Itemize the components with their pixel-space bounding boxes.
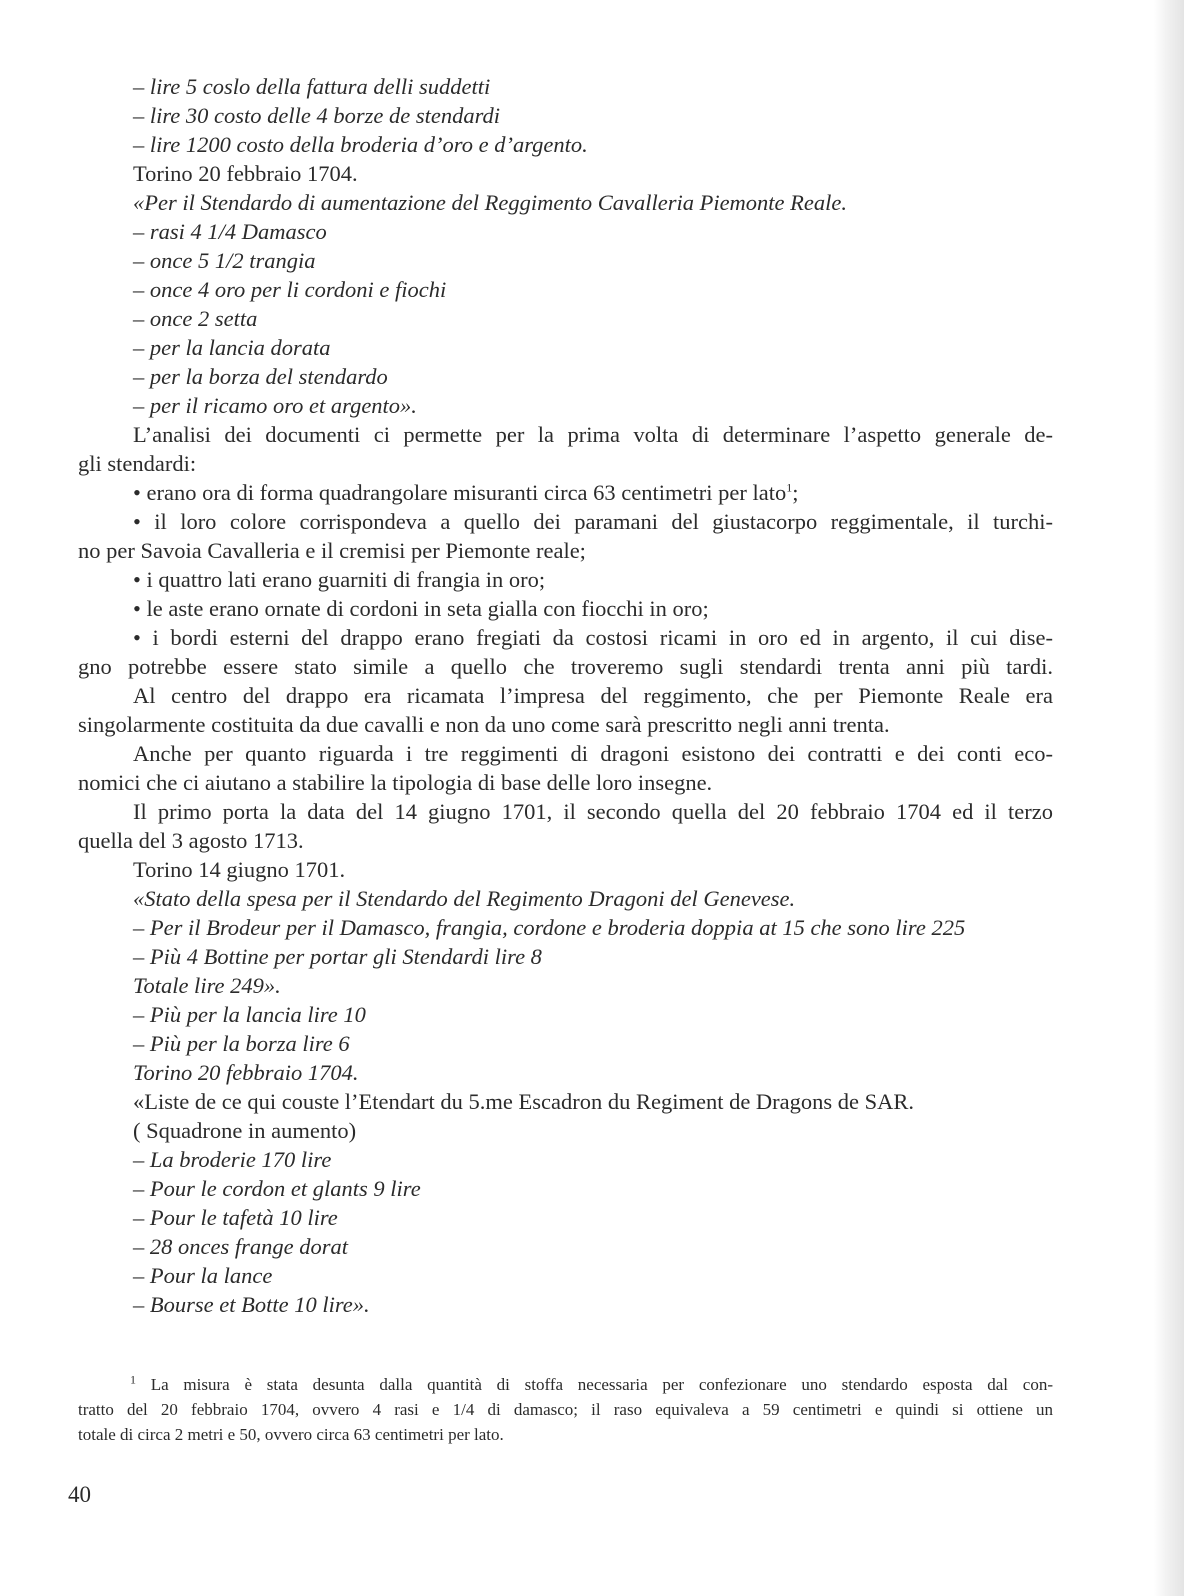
text-line: – lire 1200 costo della broderia d’oro e d’argento.	[133, 132, 588, 157]
text-line: Al centro del drappo era ricamata l’impresa del reggimento, che per Piemonte Reale era	[133, 683, 1053, 708]
text-line: quella del 3 agosto 1713.	[78, 828, 304, 853]
text-line: – Pour la lance	[133, 1263, 273, 1288]
text-line: ( Squadrone in aumento)	[133, 1118, 357, 1143]
footnote	[78, 1372, 1053, 1447]
text-line: – Bourse et Botte 10 lire».	[133, 1292, 370, 1317]
text-line: – per la lancia dorata	[133, 335, 331, 360]
body-text	[78, 72, 1053, 1319]
text-line: no per Savoia Cavalleria e il cremisi per Piemonte reale;	[78, 538, 586, 563]
text-line: – Pour le tafetà 10 lire	[133, 1205, 338, 1230]
page-edge-shadow	[1154, 0, 1184, 1596]
text-line: «Per il Stendardo di aumentazione del Reggimento Cavalleria Piemonte Reale.	[133, 190, 848, 215]
text-line: – 28 onces frange dorat	[133, 1234, 348, 1259]
text-line: Il primo porta la data del 14 giugno 1701, il secondo quella del 20 febbraio 1704 ed il terzo	[133, 799, 1053, 824]
text-line: L’analisi dei documenti ci permette per la prima volta di determinare l’aspetto generale de-	[133, 422, 1053, 447]
text-line: Torino 20 febbraio 1704.	[133, 161, 358, 186]
footnote-line: $^1$ La misura è stata desunta dalla quantità di stoffa necessaria per confezionare uno stendardo esposta dal con-	[130, 1372, 1053, 1394]
text-line: Totale lire 249».	[133, 973, 281, 998]
text-line: – per il ricamo oro et argento».	[133, 393, 417, 418]
footnote-number: 1	[130, 1372, 136, 1387]
text-line: – Pour le cordon et glants 9 lire	[133, 1176, 421, 1201]
text-line: nomici che ci aiutano a stabilire la tipologia di base delle loro insegne.	[78, 770, 713, 795]
text-line: • erano ora di forma quadrangolare misuranti circa 63 centimetri per lato$^1$;	[133, 480, 799, 505]
text-line: «Liste de ce qui couste l’Etendart du 5.me Escadron du Regiment de Dragons de SAR.	[133, 1089, 915, 1114]
text-line: – once 5 1/2 trangia	[133, 248, 316, 273]
text-line: – La broderie 170 lire	[133, 1147, 332, 1172]
text-line: – once 2 setta	[133, 306, 258, 331]
text-line: «Stato della spesa per il Stendardo del Regimento Dragoni del Genevese.	[133, 886, 796, 911]
text-line: – rasi 4 1/4 Damasco	[133, 219, 327, 244]
text-line: Anche per quanto riguarda i tre reggimenti di dragoni esistono dei contratti e dei conti eco-	[133, 741, 1053, 766]
text-line: – lire 5 coslo della fattura delli suddetti	[133, 74, 491, 99]
text-line: • i bordi esterni del drappo erano fregiati da costosi ricami in oro ed in argento, il cui dise-	[133, 625, 1053, 650]
text-line: – Per il Brodeur per il Damasco, frangia, cordone e broderia doppia at 15 che sono lire 225	[133, 915, 966, 940]
text-line: – lire 30 costo delle 4 borze de stendardi	[133, 103, 501, 128]
text-line: • le aste erano ornate di cordoni in seta gialla con fiocchi in oro;	[133, 596, 709, 621]
text-line: – per la borza del stendardo	[133, 364, 388, 389]
footnote-line: tratto del 20 febbraio 1704, ovvero 4 rasi e 1/4 di damasco; il raso equivaleva a 59 centimetri e quindi si ottiene un	[78, 1400, 1054, 1419]
footnote-line: totale di circa 2 metri e 50, ovvero circa 63 centimetri per lato.	[78, 1425, 504, 1444]
text-line: • il loro colore corrispondeva a quello dei paramani del giustacorpo reggimentale, il turchi-	[133, 509, 1053, 534]
text-line: Torino 20 febbraio 1704.	[133, 1060, 359, 1085]
fraction: 1/4	[452, 1400, 475, 1419]
text-line: – Più 4 Bottine per portar gli Stendardi lire 8	[133, 944, 542, 969]
text-line: – once 4 oro per li cordoni e fiochi	[133, 277, 447, 302]
text-line: singolarmente costituita da due cavalli e non da uno come sarà prescritto negli anni trenta.	[78, 712, 890, 737]
footnote-reference: 1	[786, 480, 793, 495]
text-line: gli stendardi:	[78, 451, 197, 476]
text-line: • i quattro lati erano guarniti di frangia in oro;	[133, 567, 546, 592]
text-line: – Più per la lancia lire 10	[133, 1002, 366, 1027]
text-line: Torino 14 giugno 1701.	[133, 857, 346, 882]
page-number: 40	[68, 1482, 91, 1507]
text-line: gno potrebbe essere stato simile a quello che troveremo sugli stendardi trenta anni più tardi.	[78, 654, 1053, 679]
text-line: – Più per la borza lire 6	[133, 1031, 350, 1056]
